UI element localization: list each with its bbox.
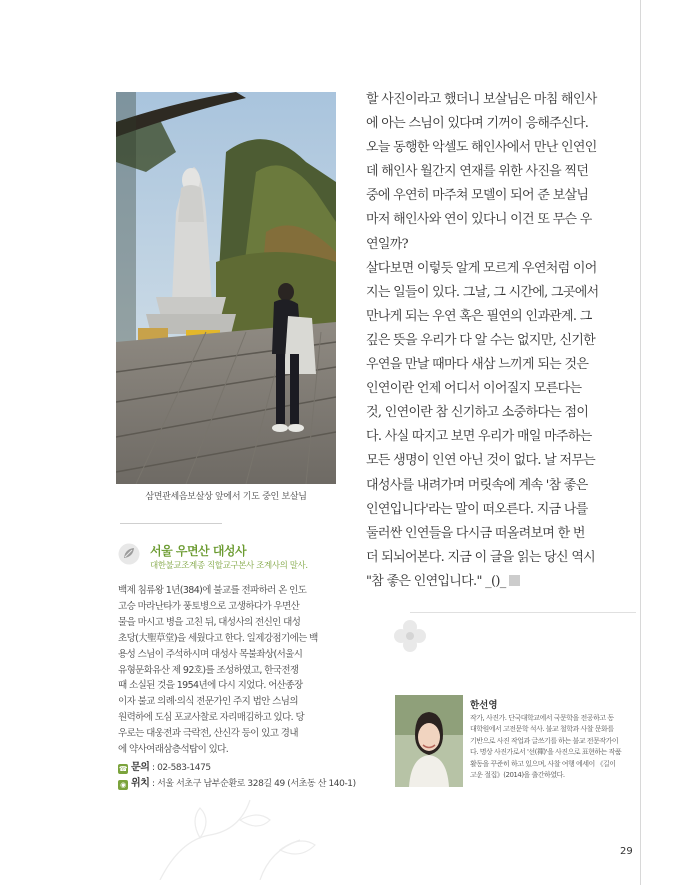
description-line: 원력하에 도심 포교사찰로 자리매김하고 있다. 당 xyxy=(118,712,305,724)
essay-line: 데 해인사 월간지 연재를 위한 사진을 찍던 xyxy=(366,164,589,180)
description-line: 초당(大聖草堂)을 세웠다고 한다. 일제강점기에는 백 xyxy=(118,632,318,644)
essay-line: 에 아는 스님이 있다며 기꺼이 응해주신다. xyxy=(366,116,589,132)
essay-line: 오늘 동행한 악셀도 해인사에서 만난 인연인 xyxy=(366,140,597,156)
bio-line: 고운 절집》(2014)을 출간하였다. xyxy=(470,771,565,780)
description-line: 유형문화유산 제 92호)를 조성하였고, 한국전쟁 xyxy=(118,664,299,676)
author-divider xyxy=(410,612,636,613)
essay-line: 중에 우연히 마주쳐 모델이 되어 준 보살님 xyxy=(366,188,589,204)
essay-line: "참 좋은 인연입니다." _()_ xyxy=(366,573,506,589)
location-label: 위치 xyxy=(131,778,150,789)
bio-line: 다. 명상 사진가로서 '선(禪)'을 사진으로 표현하는 작품 xyxy=(470,748,622,757)
essay-line: 연일까? xyxy=(366,236,408,252)
description-line: 고승 마라난타가 풍토병으로 고생하다가 우면산 xyxy=(118,600,300,612)
essay-line: 할 사진이라고 했더니 보살님은 마침 해인사 xyxy=(366,92,597,107)
photo-caption: 삼면관세음보살상 앞에서 기도 중인 보살님 xyxy=(145,492,307,502)
location-value: : 서울 서초구 남부순환로 328길 49 (서초동 산 140-1) xyxy=(152,779,356,789)
essay-line: 살다보면 이렇듯 알게 모르게 우연처럼 이어 xyxy=(366,260,597,276)
temple-subtitle: 대한불교조계종 직할교구본사 조계사의 말사. xyxy=(150,561,308,571)
essay-body xyxy=(366,88,631,594)
bio-line: 대학원에서 고전문학 석사. 불교 철학과 사찰 문화를 xyxy=(470,725,614,734)
author-name: 한선영 xyxy=(470,700,498,711)
caption-divider xyxy=(120,523,222,524)
essay-line: 다. 사실 따지고 보면 우리가 매일 마주하는 xyxy=(366,429,592,445)
author-portrait xyxy=(395,695,463,787)
leaf-icon xyxy=(118,543,140,565)
essay-last-line xyxy=(366,570,631,594)
temple-name: 서울 우면산 대성사 xyxy=(150,544,247,558)
lotus-decoration xyxy=(140,780,320,880)
essay-line: 만나게 되는 우연 혹은 필연의 인과관계. 그 xyxy=(366,308,592,324)
essay-line: 것, 인연이란 참 신기하고 소중하다는 점이 xyxy=(366,405,589,421)
essay-line: 대성사를 내려가며 머릿속에 계속 '참 좋은 xyxy=(366,477,588,493)
bio-line: 작가, 사진가. 단국대학교에서 국문학을 전공하고 동 xyxy=(470,714,614,722)
contact-value: : 02-583-1475 xyxy=(152,763,211,773)
pin-icon: ◉ xyxy=(118,780,128,790)
temple-description xyxy=(118,583,344,758)
description-line: 이자 불교 의례·의식 전문가인 주지 법안 스님의 xyxy=(118,696,298,708)
essay-line: 마저 해인사와 연이 있다니 이건 또 무슨 우 xyxy=(366,212,592,228)
temple-photo xyxy=(116,92,336,484)
description-line: 용성 스님이 주석하시며 대성사 목불좌상(서울시 xyxy=(118,648,303,660)
essay-line: 둘러싼 인연들을 다시금 떠올려보며 한 번 xyxy=(366,525,585,541)
description-line: 우로는 대웅전과 극락전, 산신각 등이 있고 경내 xyxy=(118,728,298,740)
end-mark-icon xyxy=(509,575,520,586)
essay-line: 우연을 만날 때마다 새삼 느끼게 되는 것은 xyxy=(366,357,589,373)
essay-line: 인연이란 언제 어디서 이어질지 모른다는 xyxy=(366,381,582,397)
bio-line: 기반으로 사진 작업과 글쓰기를 하는 불교 전문작가이 xyxy=(470,736,619,745)
description-line: 물을 마시고 병을 고친 뒤, 대성사의 전신인 대성 xyxy=(118,616,301,628)
page-edge-line xyxy=(640,0,641,885)
bio-line: 활동을 꾸준히 하고 있으며, 사찰 여행 에세이 《길이 xyxy=(470,759,616,768)
description-line: 때 소실된 것을 1954년에 다시 지었다. 어산종장 xyxy=(118,680,303,692)
essay-line: 인연입니다'라는 말이 떠오른다. 지금 나를 xyxy=(366,501,588,517)
essay-line: 깊은 뜻을 우리가 다 알 수는 없지만, 신기한 xyxy=(366,332,596,348)
essay-line: 지는 일들이 있다. 그날, 그 시간에, 그곳에서 xyxy=(366,284,599,300)
flower-icon xyxy=(392,618,428,654)
essay-line: 모든 생명이 인연 아닌 것이 없다. 날 저무는 xyxy=(366,453,596,469)
author-bio xyxy=(470,713,640,781)
essay-line: 더 되뇌어본다. 지금 이 글을 읽는 당신 역시 xyxy=(366,549,596,565)
description-line: 백제 침류왕 1년(384)에 불교를 전파하러 온 인도 xyxy=(118,585,307,596)
description-line: 에 약사여래삼층석탑이 있다. xyxy=(118,744,229,756)
contact-label: 문의 xyxy=(131,762,150,773)
contact-info xyxy=(118,758,358,774)
page-number: 29 xyxy=(620,846,633,857)
phone-icon: ☎ xyxy=(118,765,128,773)
